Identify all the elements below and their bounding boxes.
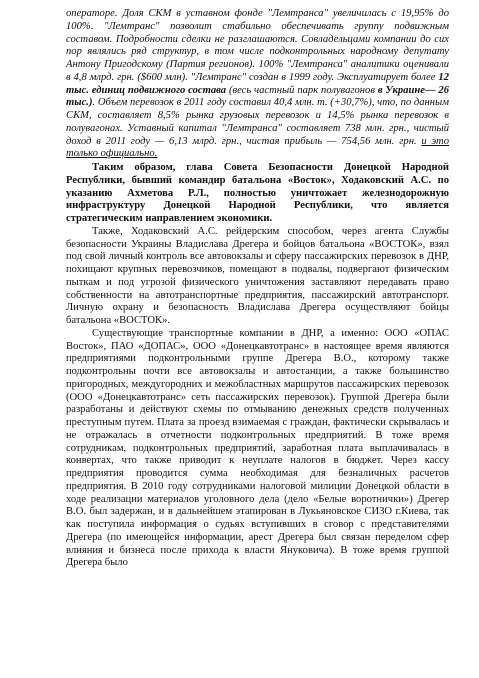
quote-bold-ukraine: в Украине— 26 тыс.)	[66, 84, 449, 109]
document-page	[66, 0, 449, 678]
quoted-article-paragraph	[66, 8, 449, 161]
quote-text-1: операторе. Доля СКМ в уставном фонде "Лемтранса" увеличилась с 19,95% до 100%. "Лемтранс" позволит стабильно обеспечивать группу подвижным составом. Подробности сделки не разглашаются. Совладельцами компании до сих пор являлись ряд структур, в том числе подконтрольных народному депутату Антону Пригодскому (Партия регионов). 100% "Лемтранса" аналитики оценивали в 4,8 млрд. грн. ($600 млн). "Лемтранс" создан в 1999 году. Эксплуатирует более	[66, 8, 449, 83]
body-paragraph-1: Также, Ходаковский А.С. рейдерским способом, через агента Службы безопасности Украины Владислава Дрегера и бойцов батальона «ВОСТОК», взял под свой личный контроль все автовокзалы и сферу пассажирских перевозок в ДНР, похищают крупных перевозчиков, помещают в подвалы, подвергают физическим пыткам и под угрозой физического уничтожения заставляют передавать право собственности на автотранспортные предприятия, пассажирский автотранспорт. Личную охрану и безопасность Владислава Дрегера осуществляют бойцы батальона «ВОСТОК».	[66, 225, 449, 326]
quote-underlined-note: и это только официально.	[66, 135, 449, 160]
quote-bold-fleet: 12 тыс. единиц подвижного состава	[66, 71, 449, 96]
summary-paragraph: Таким образом, глава Совета Безопасности Донецкой Народной Республики, бывший командир батальона «Восток», Ходаковский А.С. по указанию Ахметова Р.Л., полностью уничтожает железнодорожную инфраструктуру Донецкой Народной Республики, что является стратегическим направлением экономики.	[66, 162, 449, 224]
body-paragraph-2: Существующие транспортные компании в ДНР, а именно: ООО «ОПАС Восток», ПАО «ДОПАС», ООО «Донецкавтотранс» в настоящее время являются предприятиями подконтрольными группе Дрегера В.О., которому также подконтрольны почти все автовокзалы и автостанции, а также большинство пригородных, междугородних и межобластных маршрутов пассажирских перевозок (ООО «Донецкавтотранс» сеть пассажирских перевозок). Группой Дрегера были разработаны и действуют схемы по отмыванию денежных средств полученных преступным путем. Плата за проезд взимаемая с граждан, фактически скрывалась и не отражалась в отчетности подконтрольных предприятий. В тоже время сотрудникам, подконтрольных предприятий, заработная плата выплачивалась в конвертах, что также приводит к неуплате налогов в бюджет. Через кассу предприятия проводится сумма необходимая для безналичных расчетов предприятия. В 2010 году сотрудниками налоговой милиции Донецкой области в ходе реализации материалов уголовного дела (дело «Белые воротнички») Дрегер В.О. был задержан, и в дальнейшем этапирован в Лукьяновское СИЗО г.Киева, так как поступила информация о судьях вступивших в сговор с представителями Дрегера (по имеющейся информации, арест Дрегера был связан переделом сфер влияния и бизнеса после прихода к власти Януковича). В тоже время группой Дрегера было	[66, 327, 449, 569]
quote-text-3: . Объем перевозок в 2011 году составил 40,4 млн. т. (+30,7%), что, по данным СКМ, составляет 8,5% рынка грузовых перевозок и 14,5% рынка перевозок в полувагонах. Уставный капитал "Лемтранса" составляет 738 млн. грн., чистый доход в 2011 году — 6,13 млрд. грн., чистая прибыль — 754,56 млн. грн.	[66, 97, 449, 147]
quote-text-2: (весь частный парк полувагонов	[226, 84, 378, 96]
